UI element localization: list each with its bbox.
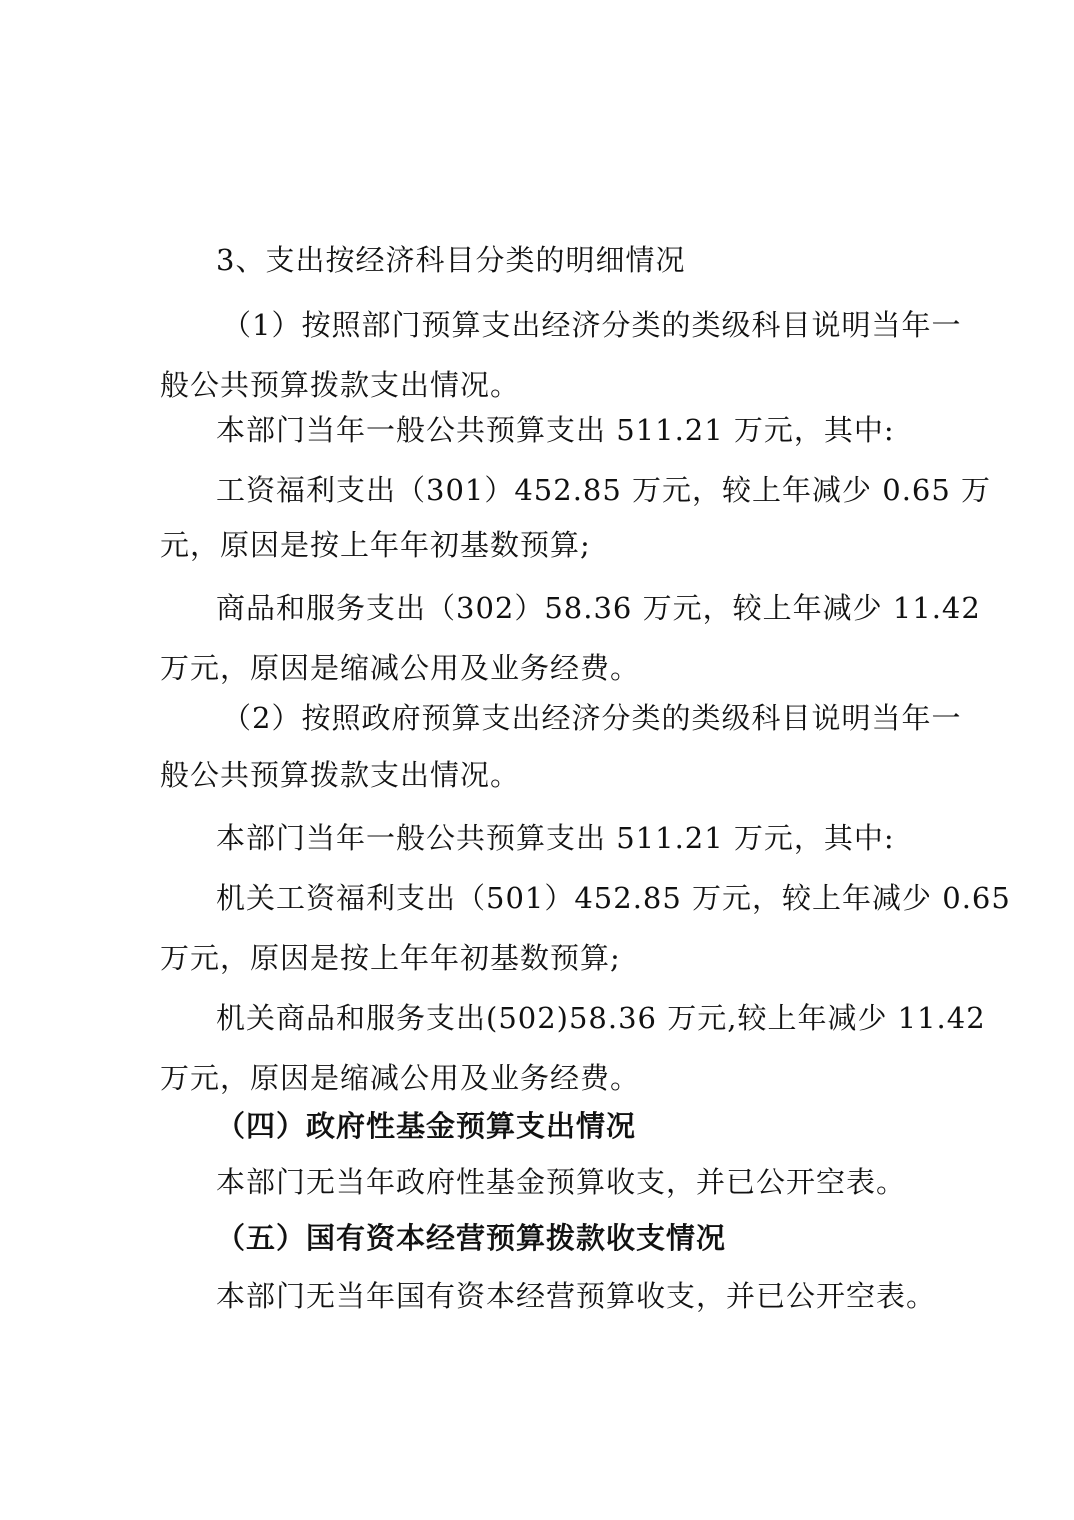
- subsection-1-heading-cont: 般公共预算拨款支出情况。: [160, 368, 521, 402]
- paragraph-total-2: 本部门当年一般公共预算支出 511.21 万元，其中:: [216, 821, 895, 855]
- paragraph-502: 机关商品和服务支出(502)58.36 万元,较上年减少 11.42: [216, 1001, 986, 1035]
- paragraph-302: 商品和服务支出（302）58.36 万元，较上年减少 11.42: [216, 591, 981, 625]
- section-3-heading: 3、支出按经济科目分类的明细情况: [216, 243, 686, 277]
- section-4-heading: （四）政府性基金预算支出情况: [216, 1109, 637, 1143]
- section-5-heading: （五）国有资本经营预算拨款收支情况: [216, 1221, 727, 1255]
- paragraph-302-cont: 万元，原因是缩减公用及业务经费。: [160, 651, 641, 685]
- paragraph-501: 机关工资福利支出（501）452.85 万元，较上年减少 0.65: [216, 881, 1011, 915]
- subsection-1-heading: （1）按照部门预算支出经济分类的类级科目说明当年一: [222, 308, 962, 342]
- subsection-2-heading: （2）按照政府预算支出经济分类的类级科目说明当年一: [222, 701, 962, 735]
- section-4-text: 本部门无当年政府性基金预算收支，并已公开空表。: [216, 1165, 907, 1199]
- paragraph-301-cont: 元，原因是按上年年初基数预算;: [160, 528, 591, 562]
- section-5-text: 本部门无当年国有资本经营预算收支，并已公开空表。: [216, 1279, 937, 1313]
- paragraph-301: 工资福利支出（301）452.85 万元，较上年减少 0.65 万: [216, 473, 992, 507]
- subsection-2-heading-cont: 般公共预算拨款支出情况。: [160, 758, 521, 792]
- paragraph-501-cont: 万元，原因是按上年年初基数预算;: [160, 941, 621, 975]
- paragraph-total-1: 本部门当年一般公共预算支出 511.21 万元，其中:: [216, 413, 895, 447]
- paragraph-502-cont: 万元，原因是缩减公用及业务经费。: [160, 1061, 641, 1095]
